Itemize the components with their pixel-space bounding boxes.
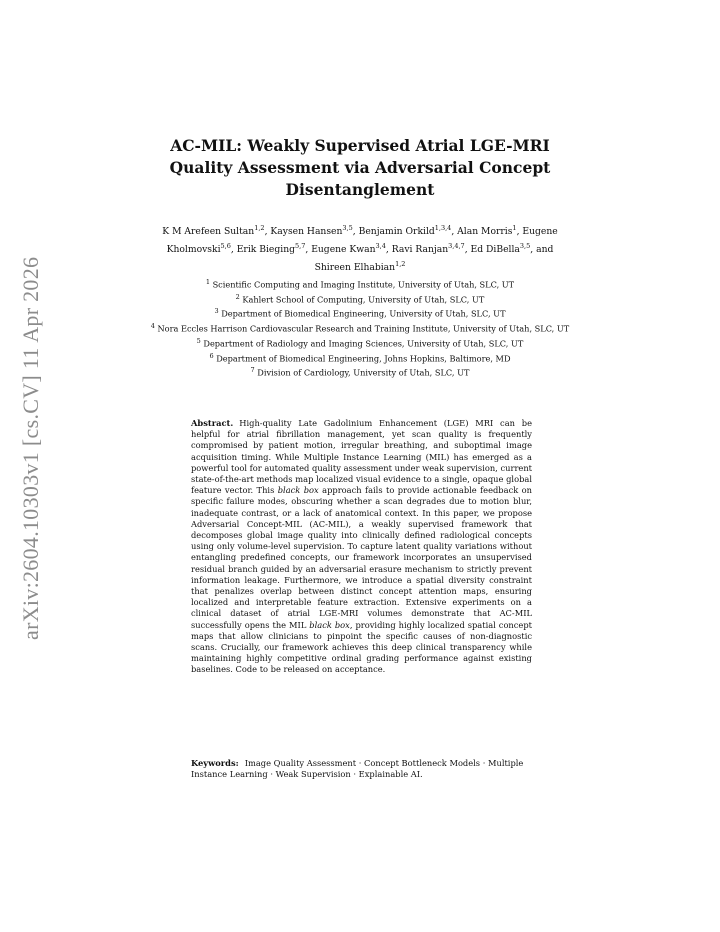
affiliation-text: Nora Eccles Harrison Cardiovascular Research and Training Institute, University of Utah, SLC, UT <box>154 323 570 334</box>
author-affiliation-marker: 3,5 <box>342 224 353 232</box>
abstract-label: Abstract. <box>191 418 234 428</box>
author-name: Kaysen Hansen <box>270 226 343 238</box>
author-name: Benjamin Orkild <box>358 226 435 238</box>
author-affiliation-marker: 1,2 <box>254 224 265 232</box>
abstract-emphasis-2: black box <box>309 619 350 630</box>
affiliation <box>150 305 570 320</box>
keywords <box>191 758 532 780</box>
paper-title: AC-MIL: Weakly Supervised Atrial LGE-MRI Quality Assessment via Adversarial Concept Disentanglement <box>169 136 551 199</box>
affiliation-text: Department of Biomedical Engineering, Johns Hopkins, Baltimore, MD <box>213 353 511 364</box>
affiliation-number: 5 <box>196 336 201 345</box>
author <box>392 244 465 255</box>
affiliation-number: 3 <box>214 307 219 316</box>
affiliation-number: 4 <box>150 322 155 331</box>
author-affiliation-marker: 1,2 <box>395 260 406 269</box>
author-name: Shireen Elhabian <box>314 262 396 274</box>
author-affiliation-marker: 3,5 <box>519 242 531 251</box>
affiliation-number: 6 <box>209 351 214 360</box>
affiliation-text: Scientific Computing and Imaging Institute, University of Utah, SLC, UT <box>209 279 515 290</box>
affiliation <box>150 350 570 365</box>
author <box>311 244 386 255</box>
author-name: Alan Morris <box>457 226 513 238</box>
keywords-label: Keywords: <box>191 758 239 768</box>
author-affiliation-marker: 1,3,4 <box>434 224 452 232</box>
author <box>270 226 352 237</box>
affiliation-text: Department of Radiology and Imaging Sciences, University of Utah, SLC, UT <box>200 338 524 349</box>
affiliation-text: Kahlert School of Computing, University of Utah, SLC, UT <box>239 294 485 305</box>
author <box>162 226 264 237</box>
author-list: K M Arefeen Sultan$^{1,2}$, Kaysen Hansen$^{3,5}$, Benjamin Orkild$^{1,3,4}$, Alan Morris$^1$, Eugene Kholmovski$^{5,6}$, Erik Bieging$^{5,7}$, Eugene Kwan$^{3,4}$, Ravi Ranjan$^{3,4,7}$, Ed DiBella$^{3,5}$, and Shireen Elhabian$^{1,2}$ <box>162 224 558 274</box>
abstract-text-2: approach fails to provide actionable feedback on specific failure modes, obscuring whether a scan degrades due to motion blur, inadequate contrast, or a lack of anatomical context. In this paper, we propose Adversarial Concept-MIL (AC-MIL), a weakly supervised framework that decomposes global image quality into clinically defined radiological concepts using only volume-level supervision. To capture latent quality variations without entangling predefined concepts, our framework incorporates an unsupervised residual branch guided by an adversarial erasure mechanism to strictly prevent information leakage. Furthermore, we introduce a spatial diversity constraint that penalizes overlap between distinct concept attention maps, ensuring localized and interpretable feature extraction. Extensive experiments on a clinical dataset of atrial LGE-MRI volumes demonstrate that AC-MIL successfully opens the MIL <box>191 485 532 630</box>
author <box>471 244 531 255</box>
affiliation-text: Division of Cardiology, University of Utah, SLC, UT <box>254 368 470 379</box>
keywords-text: Image Quality Assessment · Concept Bottleneck Models · Multiple Instance Learning · Weak Supervision · Explainable AI. <box>191 758 524 780</box>
affiliation <box>150 276 570 291</box>
author-name: Ravi Ranjan <box>391 244 449 256</box>
author-affiliation-marker: 1 <box>512 224 517 232</box>
author-name: Eugene Kwan <box>311 244 376 256</box>
author-affiliation-marker: 5,7 <box>295 242 306 251</box>
author-name: Eugene Kholmovski <box>166 226 558 256</box>
author-affiliation-marker: 3,4,7 <box>448 242 465 251</box>
affiliation <box>150 364 570 379</box>
author-name: Ed DiBella <box>470 244 520 256</box>
affiliation-text: Department of Biomedical Engineering, University of Utah, SLC, UT <box>218 309 506 320</box>
affiliation <box>150 335 570 350</box>
arxiv-identifier: arXiv:2604.10303v1 [cs.CV] 11 Apr 2026 <box>18 256 43 640</box>
affiliation-list <box>150 276 570 379</box>
affiliation-number: 1 <box>205 278 210 286</box>
author <box>457 226 516 237</box>
author <box>315 262 406 273</box>
abstract-text-1: High-quality Late Gadolinium Enhancement (LGE) MRI can be helpful for atrial fibrillation management, yet scan quality is frequently compromised by patient motion, irregular breathing, and suboptimal image acquisition timing. While Multiple Instance Learning (MIL) has emerged as a powerful tool for automated quality assessment under weak supervision, current state-of-the-art methods map localized visual evidence to a single, opaque global feature vector. This <box>191 418 532 496</box>
author-affiliation-marker: 3,4 <box>375 242 386 251</box>
affiliation <box>150 320 570 335</box>
affiliation <box>150 291 570 306</box>
author <box>359 226 452 237</box>
affiliation-number: 2 <box>235 292 240 301</box>
affiliation-number: 7 <box>250 366 255 375</box>
author-name: K M Arefeen Sultan <box>162 226 255 238</box>
abstract-text-3: , providing highly localized spatial concept maps that allow clinicians to pinpoint the specific causes of non-diagnostic scans. Crucially, our framework achieves this deep clinical transparency while maintaining highly competitive ordinal grading performance against existing baselines. Code to be released on acceptance. <box>191 619 532 675</box>
abstract-emphasis-1: black box <box>277 485 319 496</box>
author-affiliation-marker: 5,6 <box>220 242 231 251</box>
abstract <box>191 418 532 676</box>
author <box>237 244 306 255</box>
author-name: Erik Bieging <box>236 244 295 256</box>
